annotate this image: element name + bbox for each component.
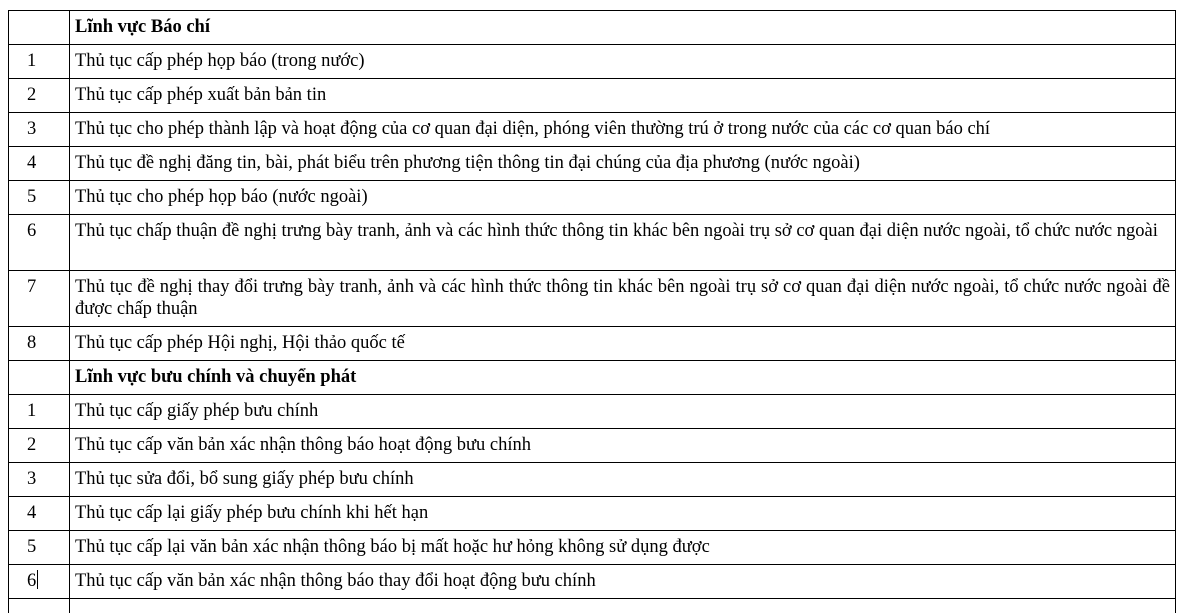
section-title[interactable]: Lĩnh vực Báo chí	[70, 11, 1176, 45]
table-row	[9, 497, 1176, 531]
text-cursor	[37, 570, 38, 589]
table-row	[9, 327, 1176, 361]
row-number[interactable]: 2	[9, 429, 70, 463]
row-text[interactable]: Thủ tục cấp giấy phép bưu chính	[70, 395, 1176, 429]
row-number[interactable]: 5	[9, 531, 70, 565]
row-text[interactable]: Thủ tục sửa đổi, bổ sung giấy phép bưu chính	[70, 463, 1176, 497]
row-number[interactable]: 4	[9, 147, 70, 181]
table-row	[9, 531, 1176, 565]
row-text[interactable]: Thủ tục cấp lại văn bản xác nhận thông báo bị mất hoặc hư hỏng không sử dụng được	[70, 531, 1176, 565]
table-row	[9, 463, 1176, 497]
row-text[interactable]: Thủ tục cấp phép họp báo (trong nước)	[70, 45, 1176, 79]
row-text[interactable]: Thủ tục cho phép thành lập và hoạt động của cơ quan đại diện, phóng viên thường trú ở trong nước của các cơ quan báo chí	[70, 113, 1176, 147]
table-row	[9, 565, 1176, 599]
row-number-active[interactable]	[9, 565, 70, 599]
table-row	[9, 147, 1176, 181]
section-header-row	[9, 361, 1176, 395]
table-row	[9, 79, 1176, 113]
table-row	[9, 271, 1176, 327]
empty-row	[9, 599, 1176, 613]
row-number[interactable]: 2	[9, 79, 70, 113]
row-number[interactable]: 6	[9, 215, 70, 271]
row-number[interactable]: 8	[9, 327, 70, 361]
table-row	[9, 113, 1176, 147]
number-cell[interactable]	[9, 361, 70, 395]
row-text[interactable]: Thủ tục chấp thuận đề nghị trưng bày tranh, ảnh và các hình thức thông tin khác bên ngoài trụ sở cơ quan đại diện nước ngoài, tổ chức nước ngoài	[70, 215, 1176, 271]
section-title[interactable]: Lĩnh vực bưu chính và chuyển phát	[70, 361, 1176, 395]
row-text[interactable]: Thủ tục cho phép họp báo (nước ngoài)	[70, 181, 1176, 215]
row-text[interactable]: Thủ tục cấp văn bản xác nhận thông báo thay đổi hoạt động bưu chính	[70, 565, 1176, 599]
number-cell[interactable]	[9, 599, 70, 613]
row-number[interactable]: 1	[9, 395, 70, 429]
table-row	[9, 181, 1176, 215]
row-text[interactable]: Thủ tục cấp phép Hội nghị, Hội thảo quốc tế	[70, 327, 1176, 361]
row-text[interactable]: Thủ tục cấp phép xuất bản bản tin	[70, 79, 1176, 113]
row-text[interactable]: Thủ tục đề nghị đăng tin, bài, phát biểu trên phương tiện thông tin đại chúng của địa phương (nước ngoài)	[70, 147, 1176, 181]
row-number[interactable]: 1	[9, 45, 70, 79]
procedures-table	[8, 10, 1176, 613]
row-text[interactable]: Thủ tục cấp văn bản xác nhận thông báo hoạt động bưu chính	[70, 429, 1176, 463]
row-number: 6	[27, 571, 37, 591]
row-text[interactable]: Thủ tục đề nghị thay đổi trưng bày tranh, ảnh và các hình thức thông tin khác bên ngoài trụ sở cơ quan đại diện nước ngoài, tổ chức nước ngoài đề được chấp thuận	[70, 271, 1176, 327]
row-number[interactable]: 4	[9, 497, 70, 531]
row-number[interactable]: 7	[9, 271, 70, 327]
text-cell[interactable]	[70, 599, 1176, 613]
row-text[interactable]: Thủ tục cấp lại giấy phép bưu chính khi hết hạn	[70, 497, 1176, 531]
row-number[interactable]: 3	[9, 463, 70, 497]
table-row	[9, 395, 1176, 429]
table-row	[9, 215, 1176, 271]
row-number[interactable]: 5	[9, 181, 70, 215]
number-cell[interactable]	[9, 11, 70, 45]
table-row	[9, 45, 1176, 79]
table-row	[9, 429, 1176, 463]
row-number[interactable]: 3	[9, 113, 70, 147]
section-header-row	[9, 11, 1176, 45]
